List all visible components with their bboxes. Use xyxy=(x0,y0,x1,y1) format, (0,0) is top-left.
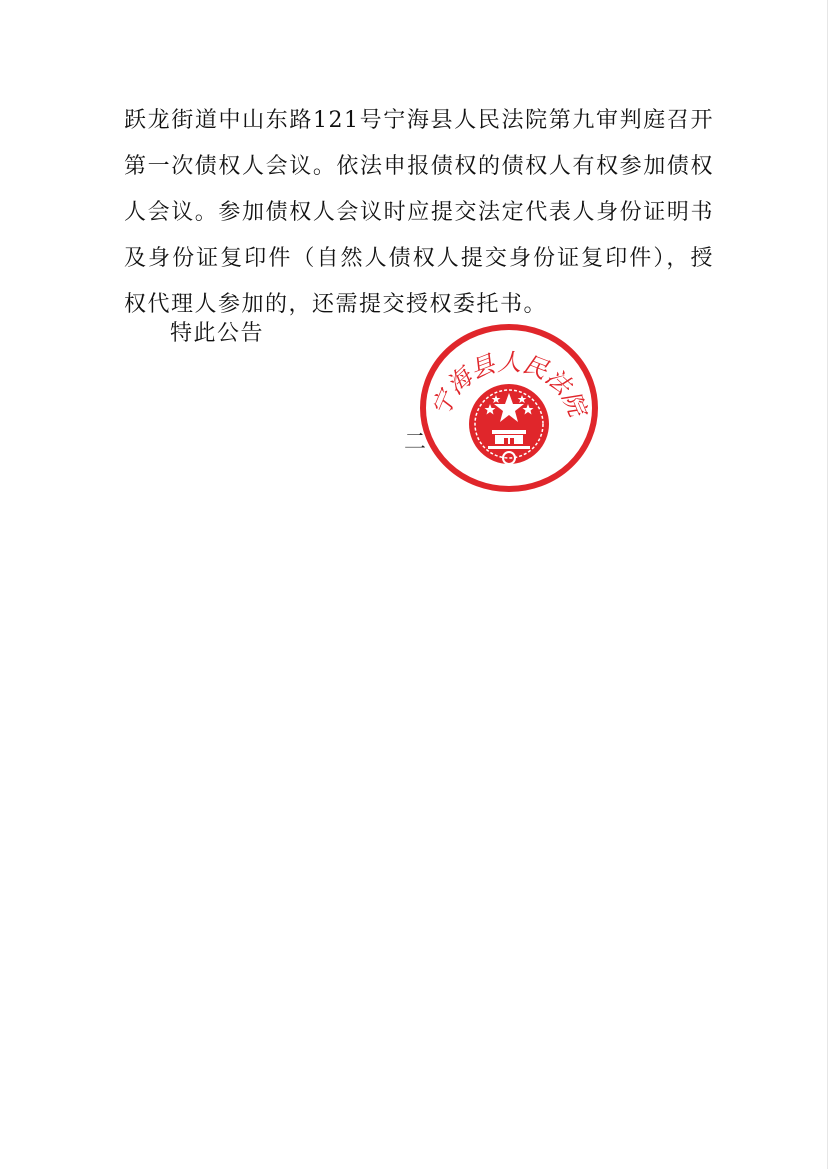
body-paragraph: 跃龙街道中山东路121号宁海县人民法院第九审判庭召开第一次债权人会议。依法申报债权的债权人有权参加债权人会议。参加债权人会议时应提交法定代表人身份证明书及身份证复印件（自然人债权人提交身份证复印件），授权代理人参加的，还需提交授权委托书。 xyxy=(124,108,714,317)
date-fragment: 二 xyxy=(404,430,427,455)
closing-line: 特此公告 xyxy=(170,321,265,346)
seal-text: 宁海县人民法院 xyxy=(426,348,592,421)
national-emblem-icon xyxy=(469,384,549,464)
court-seal-icon xyxy=(418,322,600,494)
